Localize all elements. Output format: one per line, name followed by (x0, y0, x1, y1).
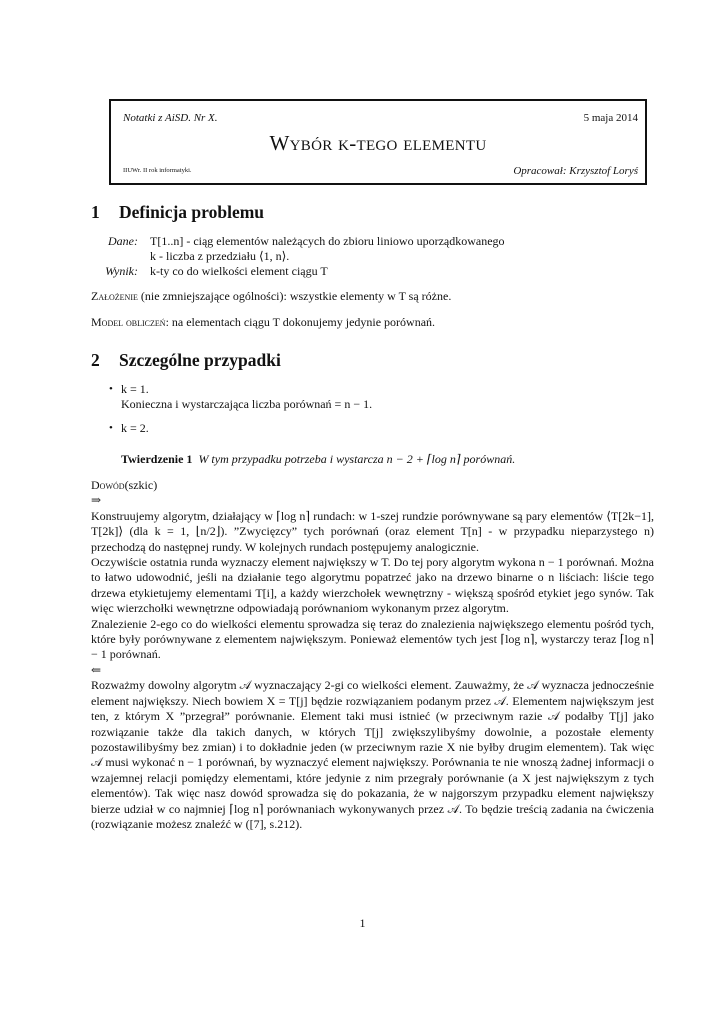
bullet-1-text-a: k = 1. (121, 382, 149, 396)
arrow-right: ⇒ (91, 493, 102, 508)
proof-suffix: (szkic) (124, 478, 158, 492)
model-text: : na elementach ciągu T dokonujemy jedynie porównań. (165, 315, 436, 329)
proof-heading (91, 478, 654, 493)
arrow-left: ⇐ (91, 662, 102, 677)
section-2-number: 2 (91, 350, 100, 370)
theorem-text: W tym przypadku potrzeba i wystarcza n − 2 + ⌈log n⌉ porównań. (198, 452, 516, 466)
dane-line-2: k - liczba z przedziału ⟨1, n⟩. (150, 249, 290, 263)
theorem-1 (121, 452, 515, 467)
document-title: Wybór k-tego elementu (269, 131, 487, 155)
author: Opracował: Krzysztof Loryś (513, 165, 638, 177)
dane-line-1: T[1..n] - ciąg elementów należących do zbioru liniowo uporządkowanego (150, 234, 505, 248)
date: 5 maja 2014 (583, 112, 638, 124)
wynik-label: Wynik: (105, 264, 138, 278)
proof-paragraph-2: Oczywiście ostatnia runda wyznaczy element największy w T. Do tej pory algorytm wykona n − 1 porównań. Można to łatwo udowodnić, jeśli na działanie tego algorytmu popatrzeć jako na drzewo binarne o n liściach: liście tego drzewa etykietujemy elementami T[i], a każdy wierzchołek wewnętrzny - większą spośród etykiet jego synów. Tak więc wierzchołki wewnętrzne odpowiadają porównaniom wykonanym przez algorytm. (91, 555, 654, 616)
zalozenie-paragraph (91, 289, 451, 304)
proof-paragraph-3: Znalezienie 2-ego co do wielkości elementu sprowadza się teraz do znalezienia największego elementu pośród tych, które były porównywane z elementem największym. Ponieważ elementów tych jest ⌈log n⌉, wystarczy teraz ⌈log n⌉ − 1 porównań. (91, 616, 654, 662)
section-2-title: Szczególne przypadki (119, 350, 281, 370)
theorem-label: Twierdzenie 1 (121, 452, 193, 466)
bullet-2-marker: • (109, 422, 113, 434)
dane-label: Dane: (108, 234, 138, 248)
proof-paragraph-1: Konstruujemy algorytm, działający w ⌈log n⌉ rundach: w 1-szej rundzie porównywane są pary elementów ⟨T[2k−1], T[2k]⟩ (dla k = 1, ⌊n/2⌋). ”Zwycięzcy” tych porównań (oraz element T[n] - w przypadku nieparzystego n) przechodzą do następnej rundy. W kolejnych rundach postępujemy analogicznie. (91, 508, 654, 554)
institution: IIUWr. II rok informatyki. (123, 167, 192, 174)
zalozenie-label: Założenie (91, 289, 138, 303)
bullet-2-text: k = 2. (121, 421, 149, 435)
bullet-1-marker: • (109, 383, 113, 395)
section-1-heading (91, 201, 264, 223)
proof-paragraph-4: Rozważmy dowolny algorytm 𝒜 wyznaczający 2-gi co wielkości element. Zauważmy, że 𝒜 wyznacza jednocześnie element największy. Niech bowiem X = T[j] będzie rozwiązaniem podanym przez 𝒜. Elementem największym jest ten, z którym X ”przegrał” porównanie. Element taki musi istnieć (w przeciwnym razie 𝒜 podałby T[j] jako rozwiązanie także dla takich danych, w których T[j] zwiększylibyśmy dowolnie, a pozostałe elementy pozostawilibyśmy bez zmian) i to dokładnie jeden (w przeciwnym razie X nie byłby drugim elementem). Tak więc 𝒜 musi wykonać n − 1 porównań, by wyznaczyć element największy. Porównania te nie wnoszą żadnej informacji o wzajemnej relacji pomiędzy elementami, które jedynie z nim przegrały porównanie (a X jest największym z tych elementów). Tak więc nasz dowód sprowadza się do pokazania, że w najgorszym przypadku element największy bierze udział w co najmniej ⌈log n⌉ porównaniach wykonywanych przez 𝒜. To będzie treścią zadania na ćwiczenia (rozwiązanie możesz znaleźć w ([7], s.212). (91, 678, 654, 831)
notes-label: Notatki z AiSD. Nr X. (123, 112, 218, 124)
proof-block (91, 478, 654, 832)
header-box (109, 99, 647, 185)
model-label: Model obliczeń (91, 315, 166, 329)
wynik-text: k-ty co do wielkości element ciągu T (150, 264, 328, 278)
page-number: 1 (359, 916, 366, 930)
section-1-number: 1 (91, 202, 100, 222)
section-1-title: Definicja problemu (119, 202, 265, 222)
proof-label: Dowód (91, 478, 125, 492)
model-paragraph (91, 315, 435, 330)
section-2-heading (91, 349, 281, 371)
zalozenie-text: (nie zmniejszające ogólności): wszystkie elementy w T są różne. (137, 289, 452, 303)
bullet-1-text-b: Konieczna i wystarczająca liczba porównań = n − 1. (121, 397, 373, 411)
